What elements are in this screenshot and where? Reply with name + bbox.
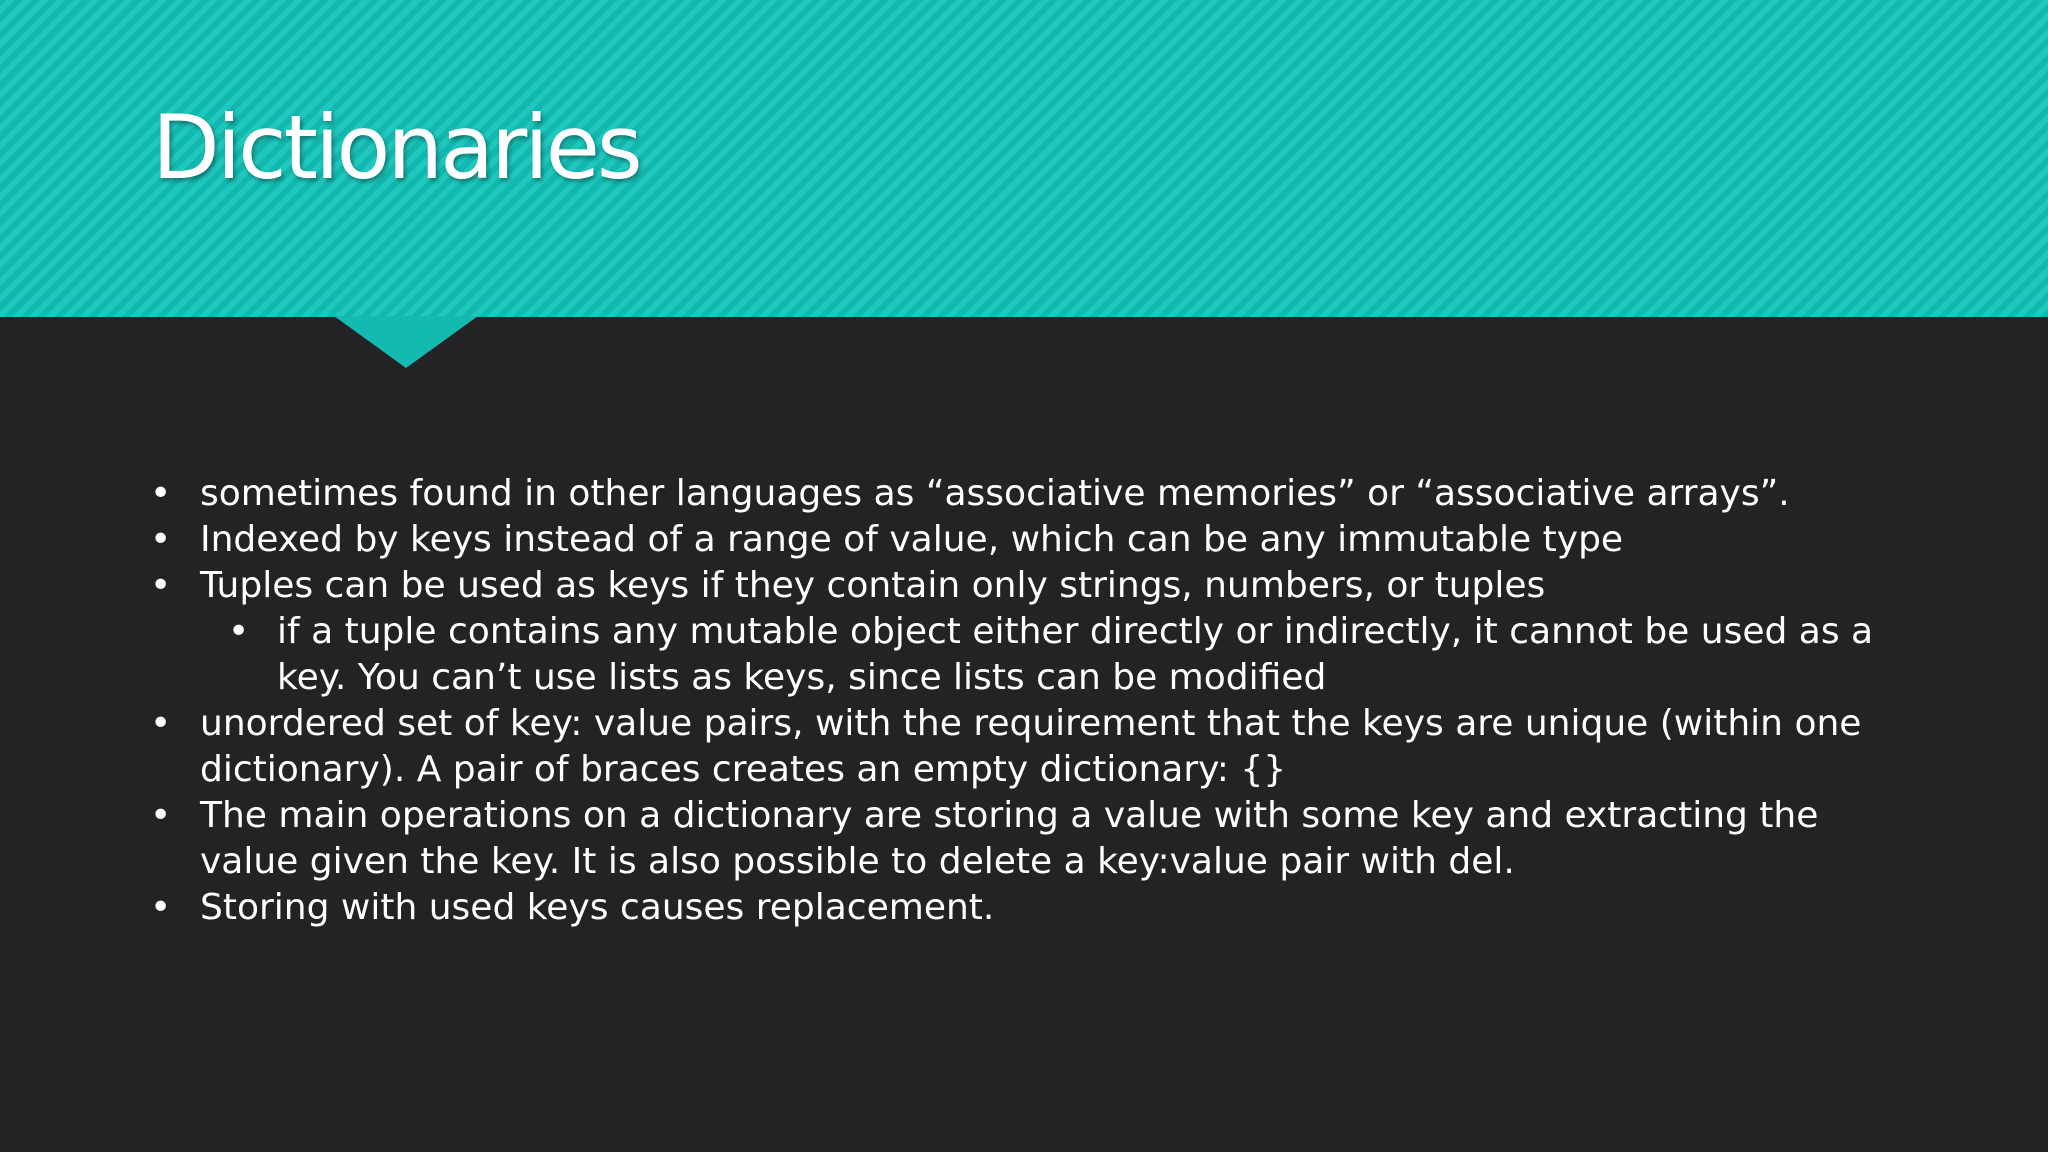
sub-bullet-item	[150, 609, 1920, 701]
bullet-item	[150, 517, 1920, 563]
bullet-item	[150, 471, 1920, 517]
slide-title: Dictionaries	[152, 96, 640, 199]
bullet-item	[150, 563, 1920, 609]
bullet-item	[150, 793, 1920, 885]
bullet-text: Storing with used keys causes replacement.	[200, 887, 995, 928]
bullet-text: unordered set of key: value pairs, with the requirement that the keys are unique (within one dictionary). A pair of braces creates an empty dictionary: {}	[200, 703, 1862, 790]
bullet-dot: •	[228, 611, 250, 652]
bullet-text: if a tuple contains any mutable object either directly or indirectly, it cannot be used as a key. You can’t use lists as keys, since lists can be modified	[277, 611, 1874, 698]
bullet-text: Tuples can be used as keys if they contain only strings, numbers, or tuples	[200, 565, 1546, 606]
bullet-dot: •	[150, 795, 172, 836]
bullet-text: Indexed by keys instead of a range of value, which can be any immutable type	[200, 519, 1624, 560]
bullet-text: The main operations on a dictionary are storing a value with some key and extracting the value given the key. It is also possible to delete a key:value pair with del.	[200, 795, 1819, 882]
bullet-dot: •	[150, 473, 172, 514]
bullet-item	[150, 701, 1920, 793]
bullet-item	[150, 885, 1920, 931]
bullet-text: sometimes found in other languages as “associative memories” or “associative arrays”.	[200, 473, 1790, 514]
bullet-dot: •	[150, 703, 172, 744]
bullet-list	[150, 471, 1920, 931]
bullet-dot: •	[150, 887, 172, 928]
bullet-dot: •	[150, 519, 172, 560]
header-notch	[334, 316, 478, 368]
bullet-dot: •	[150, 565, 172, 606]
